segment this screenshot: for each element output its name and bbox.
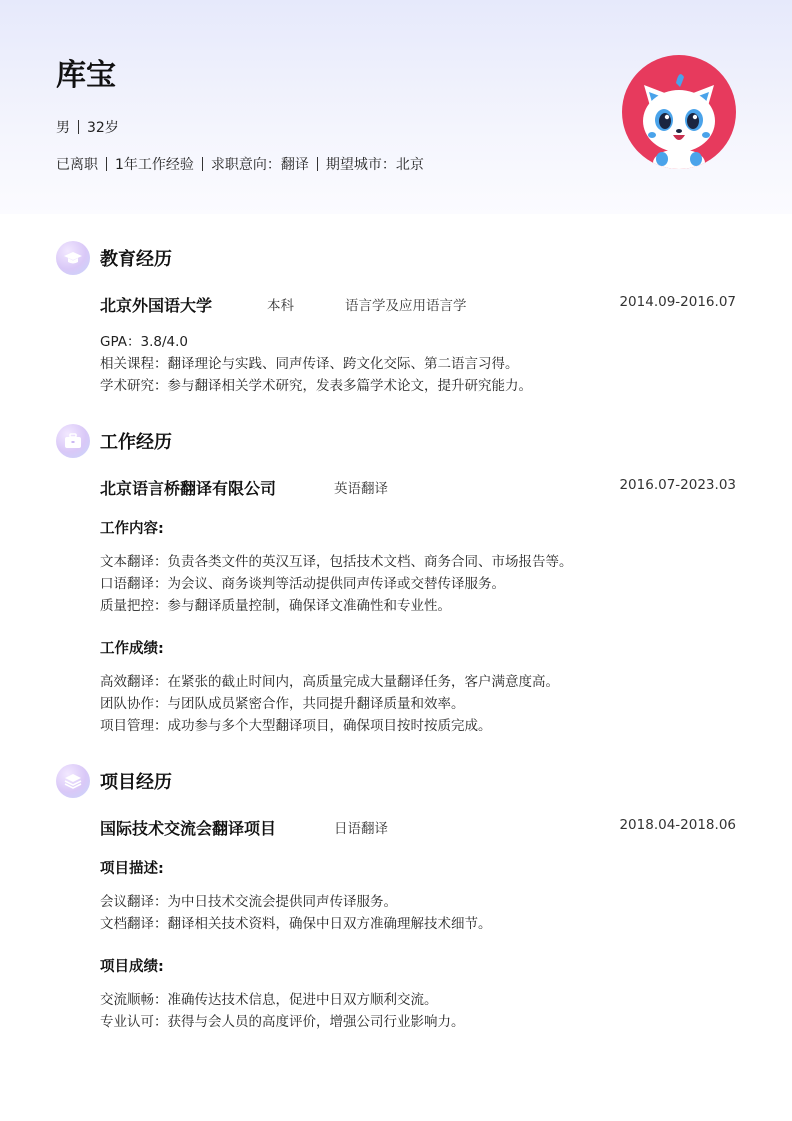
company-name: 北京语言桥翻译有限公司 — [100, 479, 277, 498]
list-item: 项目管理：成功参与多个大型翻译项目，确保项目按时按质完成。 — [100, 718, 492, 734]
education-date: 2014.09-2016.07 — [619, 294, 736, 310]
major: 语言学及应用语言学 — [345, 298, 467, 314]
list-item: 口语翻译：为会议、商务谈判等活动提供同声传译或交替传译服务。 — [100, 576, 505, 592]
layers-icon — [56, 764, 90, 798]
work-title: 工作经历 — [100, 432, 172, 453]
education-title: 教育经历 — [100, 249, 172, 270]
job-intent: 求职意向：翻译 — [210, 157, 309, 173]
work-content-title: 工作内容: — [100, 521, 164, 537]
project-title: 项目经历 — [100, 772, 172, 793]
work-entry — [100, 476, 736, 498]
work-content-list — [100, 551, 573, 617]
list-item: 文档翻译：翻译相关技术资料，确保中日双方准确理解技术细节。 — [100, 916, 492, 932]
list-item: 会议翻译：为中日技术交流会提供同声传译服务。 — [100, 894, 397, 910]
list-item: GPA：3.8/4.0 — [100, 334, 188, 350]
list-item: 高效翻译：在紧张的截止时间内，高质量完成大量翻译任务，客户满意度高。 — [100, 674, 559, 690]
school-name: 北京外国语大学 — [100, 296, 213, 315]
work-achievements-title: 工作成绩: — [100, 641, 164, 657]
divider — [78, 120, 79, 134]
work-date: 2016.07-2023.03 — [619, 477, 736, 493]
degree: 本科 — [267, 298, 294, 314]
candidate-name: 库宝 — [56, 58, 116, 93]
list-item: 学术研究：参与翻译相关学术研究，发表多篇学术论文，提升研究能力。 — [100, 378, 532, 394]
project-role: 日语翻译 — [334, 821, 388, 837]
education-entry — [100, 293, 736, 315]
project-achievements-list — [100, 989, 465, 1033]
project-section-header — [56, 764, 172, 798]
divider — [202, 157, 203, 171]
list-item: 文本翻译：负责各类文件的英汉互译，包括技术文档、商务合同、市场报告等。 — [100, 554, 573, 570]
list-item: 团队协作：与团队成员紧密合作，共同提升翻译质量和效率。 — [100, 696, 465, 712]
divider — [317, 157, 318, 171]
gender: 男 — [56, 120, 70, 136]
basic-info-row — [56, 117, 119, 137]
cat-mascot-icon — [622, 55, 736, 169]
project-date: 2018.04-2018.06 — [619, 817, 736, 833]
divider — [106, 157, 107, 171]
list-item: 相关课程：翻译理论与实践、同声传译、跨文化交际、第二语言习得。 — [100, 356, 519, 372]
project-desc-title: 项目描述: — [100, 861, 164, 877]
project-achievements-title: 项目成绩: — [100, 959, 164, 975]
job-info-row — [56, 154, 424, 174]
list-item: 专业认可：获得与会人员的高度评价，增强公司行业影响力。 — [100, 1014, 465, 1030]
age: 32岁 — [87, 120, 119, 136]
job-position: 英语翻译 — [334, 481, 388, 497]
expected-city: 期望城市：北京 — [325, 157, 424, 173]
project-desc-list — [100, 891, 492, 935]
work-experience: 1年工作经验 — [115, 157, 194, 173]
project-name: 国际技术交流会翻译项目 — [100, 819, 277, 838]
graduation-cap-icon — [56, 241, 90, 275]
employment-status: 已离职 — [56, 157, 98, 173]
education-section-header — [56, 241, 172, 275]
resume-header — [0, 0, 792, 214]
list-item: 质量把控：参与翻译质量控制，确保译文准确性和专业性。 — [100, 598, 451, 614]
education-details — [100, 331, 532, 397]
avatar — [622, 55, 736, 169]
project-entry — [100, 816, 736, 838]
work-section-header — [56, 424, 172, 458]
briefcase-icon — [56, 424, 90, 458]
list-item: 交流顺畅：准确传达技术信息，促进中日双方顺利交流。 — [100, 992, 438, 1008]
work-achievements-list — [100, 671, 559, 737]
